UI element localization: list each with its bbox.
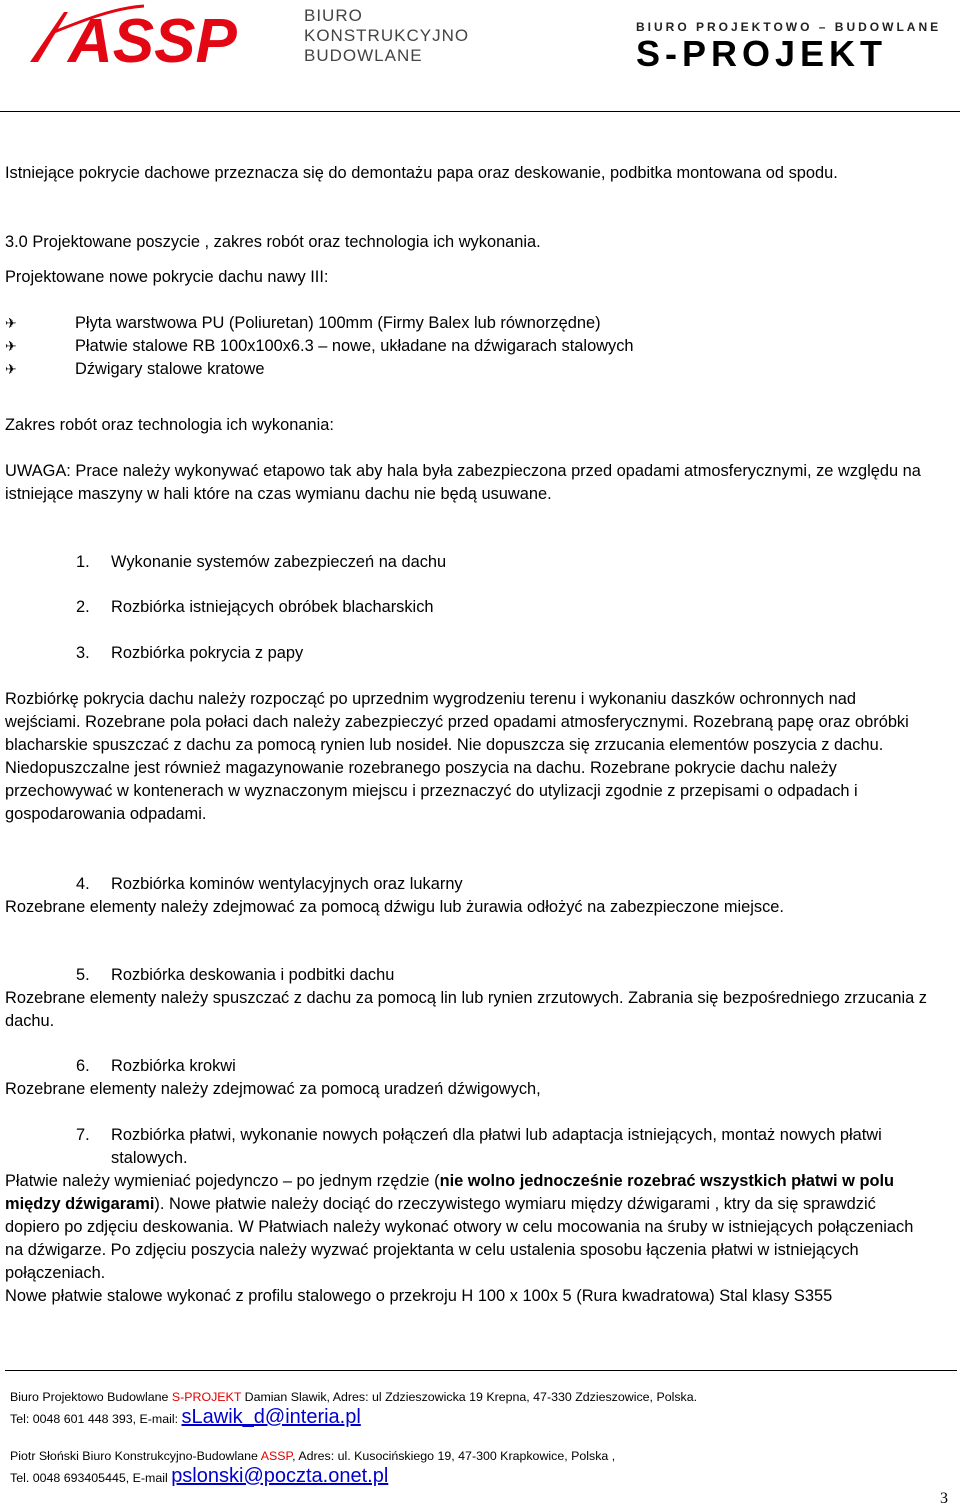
page-number: 3	[940, 1490, 948, 1507]
roof-description: Projektowane nowe pokrycie dachu nawy III:	[5, 268, 329, 286]
step-number: 4.	[76, 875, 90, 893]
bold-warning: nie wolno jednocześnie rozebrać wszystkich płatwi w polu między dźwigarami	[5, 1172, 895, 1213]
biuro-line: KONSTRUKCYJNO	[304, 26, 470, 45]
sprojekt-subtitle: BIURO PROJEKTOWO – BUDOWLANE	[636, 20, 942, 34]
step5-paragraph: Rozebrane elementy należy spuszczać z dachu za pomocą lin lub rynien zrzutowych. Zabrania się bezpośredniego zrzucania z dachu.	[5, 989, 928, 1030]
assp-logo-text: ASSP	[68, 7, 237, 74]
scope-title: Zakres robót oraz technologia ich wykonania:	[5, 416, 334, 434]
bullet-icon: ✈	[5, 315, 17, 331]
step-label: Rozbiórka istniejących obróbek blacharskich	[111, 598, 434, 616]
step3-paragraph: Rozbiórkę pokrycia dachu należy rozpocząć po uprzednim wygrodzeniu terenu i wykonaniu daszków ochronnych nad wejściami. Rozebrane pola połaci dach należy zabezpieczyć przed opadami atmosferycznymi. Rozebraną papę oraz obróbki blacharskie spuszczać z dachu za pomocą rynien lub nosideł. Nie dopuszcza się zrzucania elementów poszycia z dachu. Niedopuszczalne jest również magazynowanie rozebranego poszycia na dachu. Rozebrane pokrycie dachu należy przechowywać w kontenerach w wyznaczonym miejscu i przeznaczyć do utylizacji zgodnie z przepisami o odpadach i gospodarowania odpadami.	[5, 690, 909, 823]
bullet-item: ✈ Dźwigary stalowe kratowe	[5, 358, 264, 381]
step-number: 3.	[76, 644, 90, 662]
bullet-icon: ✈	[5, 361, 17, 377]
step-label: Rozbiórka pokrycia z papy	[111, 644, 304, 662]
footer-line: Tel. 0048 693405445, E-mail pslonski@poczta.onet.pl	[10, 1465, 389, 1487]
biuro-logo-text	[304, 6, 469, 66]
step6-paragraph: Rozebrane elementy należy zdejmować za pomocą uradzeń dźwigowych,	[5, 1080, 541, 1098]
step7-paragraph: Płatwie należy wymieniać pojedynczo – po jednym rzędzie (nie wolno jednocześnie rozebrać wszystkich płatwi w polu między dźwigarami). Nowe płatwie należy dociąć do rzeczywistego wymiaru między dźwigarami , ktry da się sprawdzić dopiero po zdjęciu deskowania. W Płatwiach należy wykonać otwory w celu mocowania na śruby w istniejących połączeniach na dźwigarze. Po zdjęciu poszycia należy wyzwać projektanta w celu ustalenia sposobu łączenia płatwi w istniejących połączeniach. Nowe płatwie stalowe wykonać z profilu stalowego o przekroju H 100 x 100x 5 (Rura kwadratowa) Stal klasy S355	[5, 1172, 914, 1305]
step-number: 6.	[76, 1057, 90, 1075]
footer-divider	[5, 1370, 957, 1371]
biuro-line: BIURO	[304, 6, 363, 25]
footer-line: Piotr Słoński Biuro Konstrukcyjno-Budowlane ASSP, Adres: ul. Kusocińskiego 19, 47-300 Krapkowice, Polska ,	[10, 1449, 616, 1463]
step-number: 7.	[76, 1126, 90, 1144]
biuro-line: BUDOWLANE	[304, 46, 423, 65]
sprojekt-logo	[636, 20, 942, 74]
email-link[interactable]: sLawik_d@interia.pl	[181, 1406, 361, 1428]
sprojekt-title: S-PROJEKT	[636, 33, 888, 74]
step-number: 5.	[76, 966, 90, 984]
step-label: Rozbiórka deskowania i podbitki dachu	[111, 966, 395, 984]
step-label: Wykonanie systemów zabezpieczeń na dachu	[111, 553, 447, 571]
assp-logo	[24, 2, 284, 74]
intro-paragraph: Istniejące pokrycie dachowe przeznacza się do demontażu papa oraz deskowanie, podbitka montowana od spodu.	[5, 164, 838, 182]
email-link[interactable]: pslonski@poczta.onet.pl	[171, 1465, 389, 1487]
bullet-icon: ✈	[5, 338, 17, 354]
step-number: 1.	[76, 553, 90, 571]
warning-paragraph: UWAGA: Prace należy wykonywać etapowo tak aby hala była zabezpieczona przed opadami atmosferycznymi, ze względu na istniejące maszyny w hali które na czas wymianu dachu nie będą usuwane.	[5, 462, 921, 503]
header-divider	[0, 111, 960, 112]
step-label: Rozbiórka kominów wentylacyjnych oraz lukarny	[111, 875, 463, 893]
step-label: Rozbiórka płatwi, wykonanie nowych połączeń dla płatwi lub adaptacja istniejących, montaż nowych płatwi stalowych.	[111, 1126, 882, 1167]
footer-line: Biuro Projektowo Budowlane S-PROJEKT Damian Slawik, Adres: ul Zdzieszowicka 19 Krepna, 47-330 Zdzieszowice, Polska.	[10, 1390, 698, 1404]
section-title: 3.0 Projektowane poszycie , zakres robót oraz technologia ich wykonania.	[5, 233, 541, 251]
step-label: Rozbiórka krokwi	[111, 1057, 236, 1075]
footer-line: Tel: 0048 601 448 393, E-mail: sLawik_d@interia.pl	[10, 1406, 361, 1428]
bullet-item: ✈ Płatwie stalowe RB 100x100x6.3 – nowe, układane na dźwigarach stalowych	[5, 335, 634, 358]
bullet-item: ✈ Płyta warstwowa PU (Poliuretan) 100mm (Firmy Balex lub równorzędne)	[5, 312, 601, 335]
step4-paragraph: Rozebrane elementy należy zdejmować za pomocą dźwigu lub żurawia odłożyć na zabezpieczone miejsce.	[5, 898, 784, 916]
step-number: 2.	[76, 598, 90, 616]
